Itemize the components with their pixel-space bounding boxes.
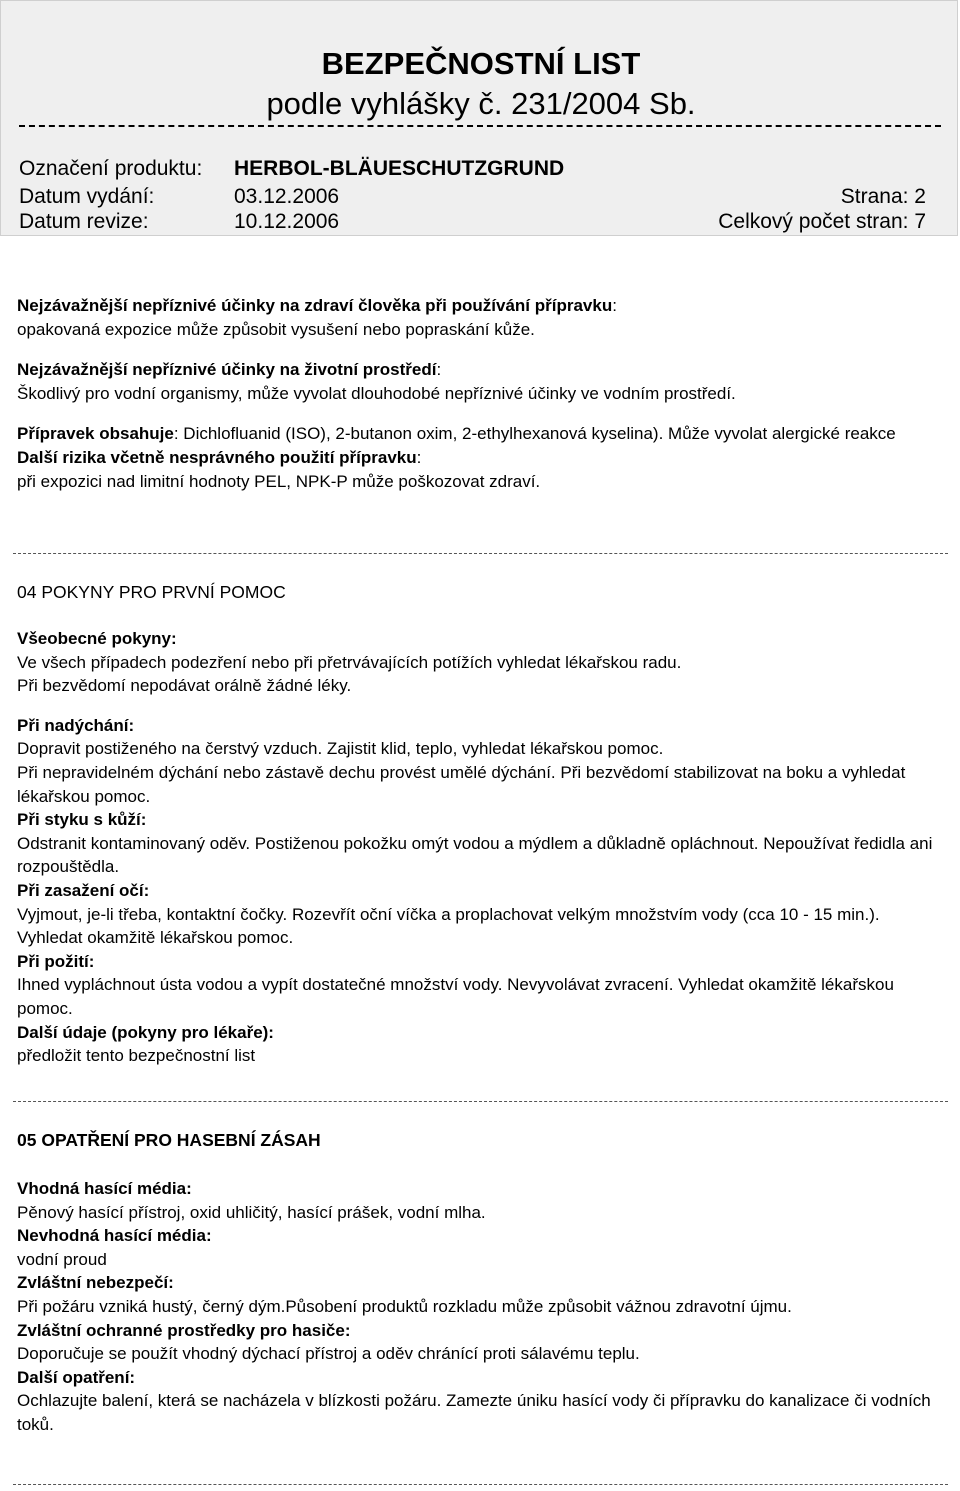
revision-date: 10.12.2006: [234, 210, 340, 233]
firefighter-ppe-text: Doporučuje se použít vhodný dýchací přístroj a oděv chránící proti sálavému teplu.: [17, 1344, 640, 1364]
skin-contact-heading: Při styku s kůží:: [17, 810, 147, 830]
document-header: [0, 0, 958, 236]
env-effects-heading: Nejzávažnější nepříznivé účinky na životní prostředí:: [17, 360, 442, 380]
intro-section: [17, 294, 947, 493]
special-hazards-heading: Zvláštní nebezpečí:: [17, 1273, 174, 1293]
doctor-notes-text: předložit tento bezpečnostní list: [17, 1046, 256, 1066]
page-number: Strana: 2: [840, 185, 926, 208]
env-effects-text: Škodlivý pro vodní organismy, může vyvolat dlouhodobé nepříznivé účinky ve vodním prostředí.: [17, 383, 736, 403]
unsuitable-media-heading: Nevhodná hasící média:: [17, 1226, 212, 1246]
section-4-body: [17, 627, 947, 1068]
general-instructions-text: Ve všech případech podezření nebo při přetrvávajících potížích vyhledat lékařskou radu.: [17, 652, 682, 672]
other-measures-text: Ochlazujte balení, která se nacházela v blízkosti požáru. Zamezte úniku hasící vody či přípravku do kanalizace či vodních toků.: [17, 1391, 931, 1434]
product-label: Označení produktu:: [19, 157, 203, 180]
other-risks-text: při expozici nad limitní hodnoty PEL, NPK-P může poškozovat zdraví.: [17, 471, 541, 491]
section-4-title: 04 POKYNY PRO PRVNÍ POMOC: [17, 582, 286, 602]
section-divider: [13, 1101, 948, 1102]
inhalation-heading: Při nadýchání:: [17, 715, 135, 735]
general-instructions-text-2: Při bezvědomí nepodávat orálně žádné léky.: [17, 676, 352, 696]
product-name: HERBOL-BLÄUESCHUTZGRUND: [234, 157, 565, 180]
unsuitable-media-text: vodní proud: [17, 1249, 107, 1269]
document-title: BEZPEČNOSTNÍ LIST: [321, 46, 641, 81]
suitable-media-text: Pěnový hasící přístroj, oxid uhličitý, hasící prášek, vodní mlha.: [17, 1202, 486, 1222]
document-subtitle: podle vyhlášky č. 231/2004 Sb.: [266, 86, 696, 121]
header-divider: [19, 125, 941, 127]
ingestion-heading: Při požití:: [17, 951, 95, 971]
issue-date-label: Datum vydání:: [19, 185, 155, 208]
inhalation-text-2: Při nepravidelném dýchání nebo zástavě dechu provést umělé dýchání. Při bezvědomí stabilizovat na boku a vyhledat lékařskou pomoc.: [17, 762, 906, 806]
other-measures-heading: Další opatření:: [17, 1367, 136, 1387]
section-5-body: [17, 1177, 947, 1437]
firefighter-ppe-heading: Zvláštní ochranné prostředky pro hasiče:: [17, 1320, 351, 1340]
section-divider: [13, 553, 948, 554]
special-hazards-text: Při požáru vzniká hustý, černý dým.Působení produktů rozkladu může způsobit vážnou zdravotní újmu.: [17, 1296, 792, 1316]
suitable-media-heading: Vhodná hasící média:: [17, 1179, 192, 1198]
other-risks-heading: Další rizika včetně nesprávného použití přípravku:: [17, 447, 422, 467]
issue-date: 03.12.2006: [234, 185, 340, 208]
ingestion-text: Ihned vypláchnout ústa vodou a vypít dostatečné množství vody. Nevyvolávat zvracení. Vyhledat okamžitě lékařskou pomoc.: [17, 975, 894, 1018]
eye-contact-text: Vyjmout, je-li třeba, kontaktní čočky. Rozevřít oční víčka a proplachovat velkým množstvím vody (cca 10 - 15 min.). Vyhledat okamžitě lékařskou pomoc.: [17, 904, 880, 948]
section-5-title: 05 OPATŘENÍ PRO HASEBNÍ ZÁSAH: [17, 1130, 321, 1150]
total-pages: Celkový počet stran: 7: [718, 210, 926, 233]
general-instructions-heading: Všeobecné pokyny:: [17, 629, 177, 648]
section-divider: [13, 1484, 948, 1485]
health-effects-heading: Nejzávažnější nepříznivé účinky na zdraví člověka při používání přípravku:: [17, 296, 617, 315]
doctor-notes-heading: Další údaje (pokyny pro lékaře):: [17, 1022, 274, 1042]
revision-date-label: Datum revize:: [19, 210, 149, 233]
inhalation-text: Dopravit postiženého na čerstvý vzduch. Zajistit klid, teplo, vyhledat lékařskou pomoc.: [17, 739, 664, 759]
eye-contact-heading: Při zasažení očí:: [17, 880, 150, 900]
composition-text: Přípravek obsahuje: Dichlofluanid (ISO), 2-butanon oxim, 2-ethylhexanová kyselina). Může vyvolat alergické reakce: [17, 424, 896, 444]
skin-contact-text: Odstranit kontaminovaný oděv. Postiženou pokožku omýt vodou a mýdlem a důkladně opláchnout. Nepoužívat ředidla ani rozpouštědla.: [17, 833, 933, 877]
health-effects-text: opakovaná expozice může způsobit vysušení nebo popraskání kůže.: [17, 319, 535, 339]
